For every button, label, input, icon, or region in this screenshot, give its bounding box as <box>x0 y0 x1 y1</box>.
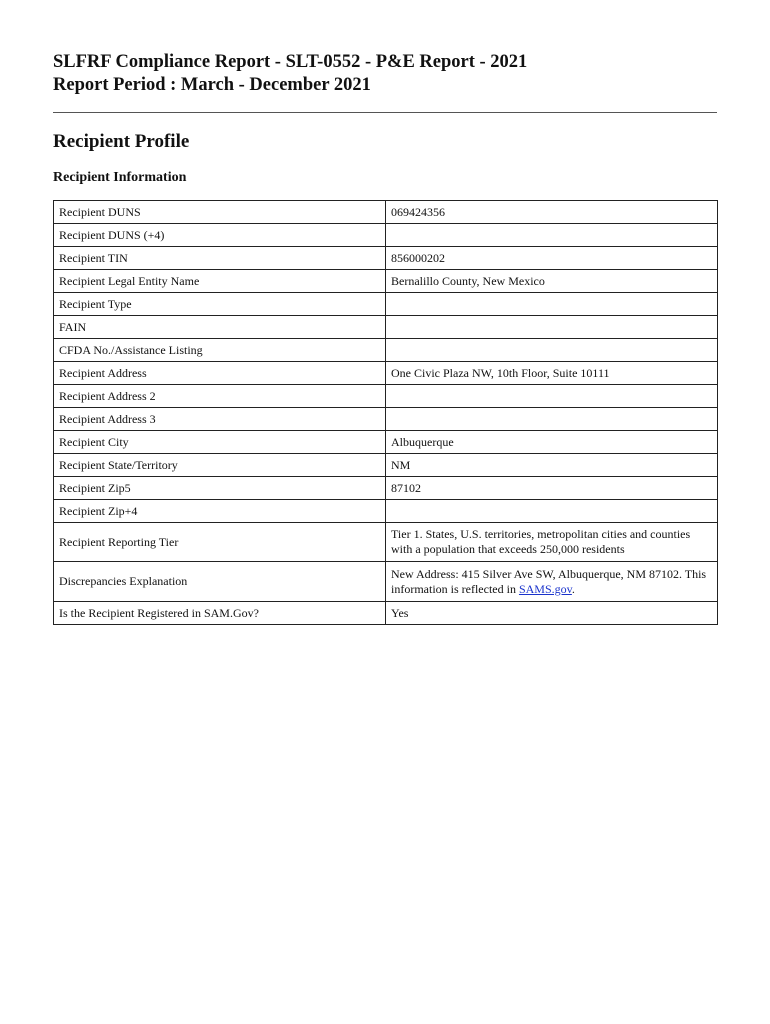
table-row <box>54 224 718 247</box>
row-value: 856000202 <box>386 247 718 270</box>
row-value: Albuquerque <box>386 431 718 454</box>
table-row <box>54 270 718 293</box>
table-row <box>54 454 718 477</box>
row-label: Recipient Reporting Tier <box>54 523 386 562</box>
row-value <box>386 385 718 408</box>
row-value: Tier 1. States, U.S. territories, metropolitan cities and counties with a population that exceeds 250,000 residents <box>386 523 718 562</box>
report-title <box>53 51 717 97</box>
row-label: Recipient Address 2 <box>54 385 386 408</box>
table-row <box>54 201 718 224</box>
table-row <box>54 602 718 625</box>
row-value: 069424356 <box>386 201 718 224</box>
row-label: CFDA No./Assistance Listing <box>54 339 386 362</box>
table-row <box>54 500 718 523</box>
row-label: Discrepancies Explanation <box>54 562 386 602</box>
row-value: NM <box>386 454 718 477</box>
table-row <box>54 431 718 454</box>
section-title: Recipient Profile <box>53 131 190 152</box>
table-row <box>54 362 718 385</box>
row-label: Recipient Zip5 <box>54 477 386 500</box>
row-value <box>386 339 718 362</box>
row-value <box>386 316 718 339</box>
report-title-line-2: Report Period : March - December 2021 <box>53 75 371 95</box>
table-row <box>54 562 718 602</box>
row-value <box>386 562 718 602</box>
row-value <box>386 408 718 431</box>
row-label: Recipient Type <box>54 293 386 316</box>
row-label: Recipient City <box>54 431 386 454</box>
sams-gov-link[interactable]: SAMS.gov <box>518 581 572 596</box>
row-value: Bernalillo County, New Mexico <box>386 270 718 293</box>
section-subtitle: Recipient Information <box>53 170 187 185</box>
row-label: Recipient Address 3 <box>54 408 386 431</box>
title-divider <box>53 112 717 113</box>
row-label: Recipient State/Territory <box>54 454 386 477</box>
row-label: Recipient DUNS <box>54 201 386 224</box>
table-row <box>54 339 718 362</box>
row-label: Is the Recipient Registered in SAM.Gov? <box>54 602 386 625</box>
row-label: Recipient Zip+4 <box>54 500 386 523</box>
table-row <box>54 385 718 408</box>
row-label: Recipient Address <box>54 362 386 385</box>
row-label: FAIN <box>54 316 386 339</box>
discrepancy-text-end: . <box>571 581 575 596</box>
row-label: Recipient Legal Entity Name <box>54 270 386 293</box>
table-row <box>54 293 718 316</box>
row-value <box>386 293 718 316</box>
row-value <box>386 500 718 523</box>
row-value: Yes <box>386 602 718 625</box>
row-value: 87102 <box>386 477 718 500</box>
row-label: Recipient DUNS (+4) <box>54 224 386 247</box>
row-value: One Civic Plaza NW, 10th Floor, Suite 10111 <box>386 362 718 385</box>
recipient-info-table <box>53 200 718 625</box>
row-value <box>386 224 718 247</box>
table-row <box>54 477 718 500</box>
table-row <box>54 523 718 562</box>
row-label: Recipient TIN <box>54 247 386 270</box>
table-row <box>54 408 718 431</box>
table-row <box>54 316 718 339</box>
report-title-line-1: SLFRF Compliance Report - SLT-0552 - P&E Report - 2021 <box>53 52 528 72</box>
table-row <box>54 247 718 270</box>
discrepancy-text: New Address: 415 Silver Ave SW, Albuquerque, NM 87102. This information is reflected in <box>391 566 707 596</box>
